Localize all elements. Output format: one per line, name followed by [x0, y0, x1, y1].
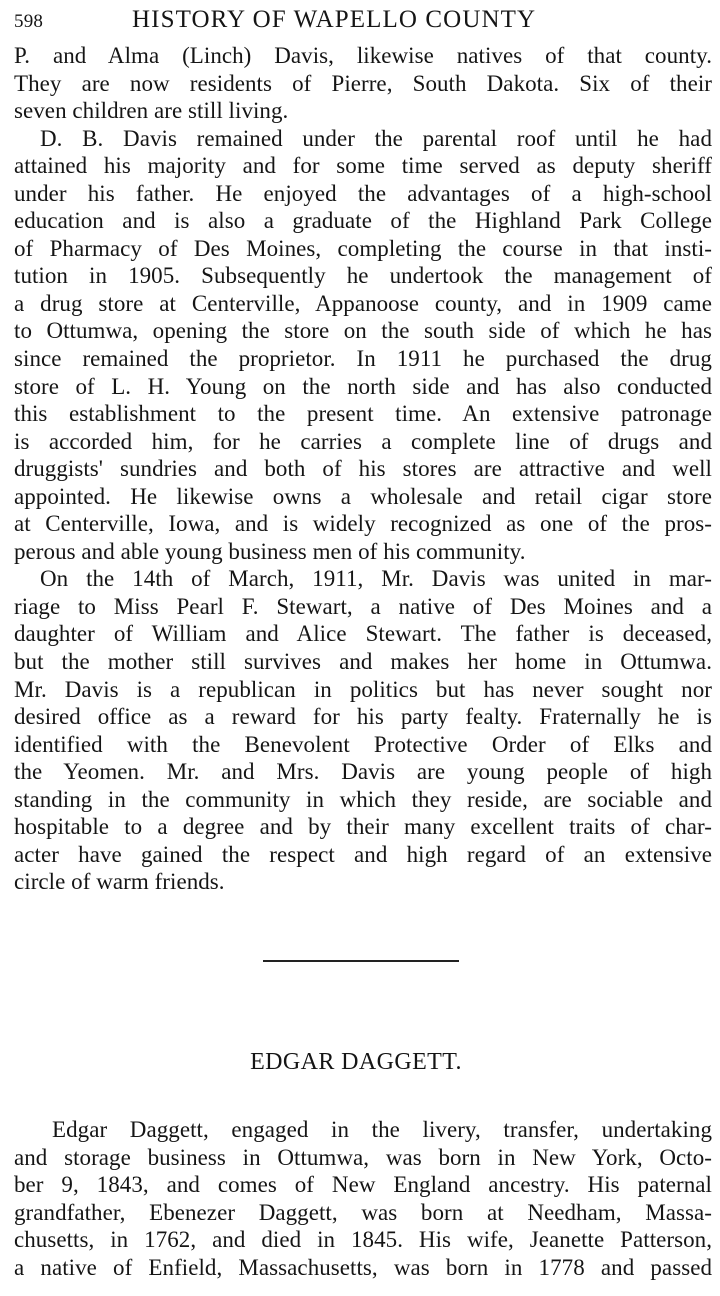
paragraph-parents	[14, 42, 712, 125]
text-line: but the mother still survives and makes her home in Ottumwa.	[14, 649, 712, 675]
text-line: druggists' sundries and both of his stores are attractive and well	[14, 456, 712, 482]
text-line: identified with the Benevolent Protective Order of Elks and	[14, 731, 712, 757]
text-line: grandfather, Ebenezer Daggett, was born at Needham, Massa-	[14, 1199, 712, 1225]
horizontal-rule	[263, 960, 459, 962]
text-line: chusetts, in 1762, and died in 1845. His wife, Jeanette Patterson,	[14, 1227, 712, 1253]
paragraph-daggett	[14, 1116, 712, 1281]
text-line: a drug store at Centerville, Appanoose county, and in 1909 came	[14, 290, 712, 316]
text-line: Edgar Daggett, engaged in the livery, transfer, undertaking	[52, 1116, 712, 1142]
text-line: is accorded him, for he carries a complete line of drugs and	[14, 428, 712, 454]
text-line: perous and able young business men of his community.	[14, 538, 526, 564]
text-line: D. B. Davis remained under the parental roof until he had	[40, 125, 712, 151]
text-line: under his father. He enjoyed the advantages of a high-school	[14, 180, 712, 206]
text-line: acter have gained the respect and high regard of an extensive	[14, 841, 712, 867]
text-line: at Centerville, Iowa, and is widely recognized as one of the pros-	[14, 511, 712, 537]
text-line: circle of warm friends.	[14, 869, 225, 895]
book-page	[14, 0, 712, 1296]
text-line: to Ottumwa, opening the store on the south side of which he has	[14, 318, 712, 344]
text-line: Mr. Davis is a republican in politics but has never sought nor	[14, 676, 712, 702]
text-line: hospitable to a degree and by their many excellent traits of char-	[14, 814, 712, 840]
text-line: attained his majority and for some time served as deputy sheriff	[14, 153, 712, 179]
text-line: They are now residents of Pierre, South Dakota. Six of their	[14, 70, 712, 96]
text-line: the Yeomen. Mr. and Mrs. Davis are young people of high	[14, 759, 712, 785]
text-line: seven children are still living.	[14, 98, 289, 124]
running-header	[14, 0, 712, 42]
paragraph-career	[14, 125, 712, 566]
text-line: tution in 1905. Subsequently he undertook the management of	[14, 263, 712, 289]
text-line: riage to Miss Pearl F. Stewart, a native of Des Moines and a	[14, 593, 712, 619]
text-line: ber 9, 1843, and comes of New England ancestry. His paternal	[14, 1172, 712, 1198]
text-line: since remained the proprietor. In 1911 he purchased the drug	[14, 346, 712, 372]
text-line: P. and Alma (Linch) Davis, likewise natives of that county.	[14, 43, 712, 68]
text-line: a native of Enfield, Massachusetts, was born in 1778 and passed	[14, 1254, 712, 1280]
section-separator	[14, 896, 712, 1042]
text-line: appointed. He likewise owns a wholesale and retail cigar store	[14, 483, 712, 509]
section-heading: EDGAR DAGGETT.	[250, 1048, 462, 1075]
text-line: and storage business in Ottumwa, was born in New York, Octo-	[14, 1144, 712, 1170]
text-line: desired office as a reward for his party fealty. Fraternally he is	[14, 704, 712, 730]
text-line: of Pharmacy of Des Moines, completing the course in that insti-	[14, 235, 712, 261]
text-line: education and is also a graduate of the Highland Park College	[14, 208, 712, 234]
running-title: HISTORY OF WAPELLO COUNTY	[132, 6, 537, 33]
text-line: On the 14th of March, 1911, Mr. Davis was united in mar-	[40, 566, 712, 592]
page-number: 598	[14, 11, 44, 32]
paragraph-marriage	[14, 565, 712, 896]
text-line: daughter of William and Alice Stewart. The father is deceased,	[14, 621, 712, 647]
text-line: standing in the community in which they reside, are sociable and	[14, 786, 712, 812]
text-line: store of L. H. Young on the north side and has also conducted	[14, 373, 712, 399]
text-line: this establishment to the present time. An extensive patronage	[14, 401, 712, 427]
